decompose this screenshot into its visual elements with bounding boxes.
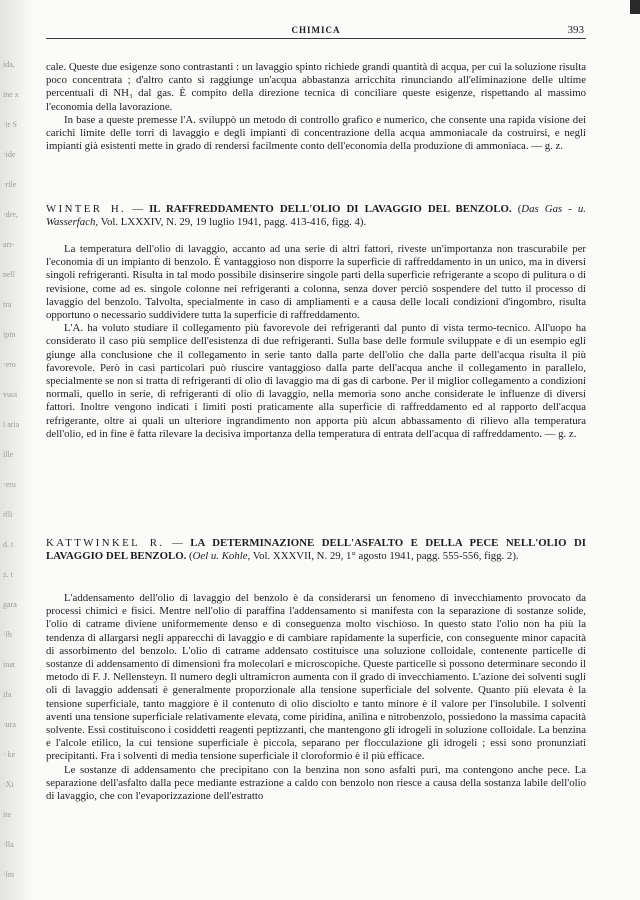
gutter-fragment: ·eru bbox=[3, 480, 16, 489]
entry-source-journal: Das Gas - u. Wasserfach, bbox=[46, 203, 587, 229]
gutter-fragment: nell bbox=[3, 270, 15, 279]
gutter-fragment: i aria bbox=[3, 420, 20, 429]
entry-source-details: Vol. LXXXIV, N. 29, 19 luglio 1941, pagg. 413-416, figg. 4). bbox=[98, 216, 367, 229]
page-number: 393 bbox=[567, 24, 584, 36]
entry-body-winter bbox=[46, 243, 586, 441]
gutter-fragment: ·ura bbox=[3, 720, 16, 729]
gutter-fragment: ·ir S bbox=[3, 120, 17, 129]
running-title: CHIMICA bbox=[291, 25, 341, 35]
entry-source-journal: Oel u. Kohle, bbox=[192, 550, 251, 563]
gutter-fragment: ille bbox=[3, 450, 14, 459]
paragraph: L'A. ha voluto studiare il collegamento più favorevole dei refrigeranti dal punto di vista termo-tecnico. All'uopo ha considerato il caso più semplice dell'esistenza di due refrigeranti. Sulla base delle formule sviluppate e di un esempio egli giunge alla conclusione che il collegamento in serie tanto dalla parte dell'olio che dalla parte dell'acqua risulta il più favorevole. Però in casi particolari può riuscire vantaggioso dalla parte dell'acqua anche il collegamento in parallelo, specialmente se non si tratta di refrigeranti di olio di lavaggio ma di gas di carbone. Per il miglior collegamento a condizioni normali, quello in serie, di refrigeranti di olio di lavaggio, nella memoria sono anche considerate le influenze di diversi fattori. Inoltre vengono indicati i limiti posti praticamente alla superficie di raffreddamento ed al rapporto dell'acqua refrigerante, oltre ai quali un ulteriore ingrandimento non apporta più alcun abbassamento di rilievo alla temperatura dell'olio, ed in fine è fatta rilevare la decisiva importanza della temperatura di entrata dell'acqua di raffreddamento. — g. z. bbox=[46, 322, 586, 440]
gutter-fragment: arr- bbox=[3, 240, 15, 249]
paragraph: In base a queste premesse l'A. sviluppò un metodo di controllo grafico e numerico, che consente una rapida visione dei carichi limite delle torri di lavaggio e degli impianti di concentrazione della acqua ammoniacale da costruirsi, e negli impianti già esistenti mette in grado di rendersi facilmente conto dell'economia della produzione di ammoniaca. — g. z. bbox=[46, 113, 586, 153]
paragraph: L'addensamento dell'olio di lavaggio del benzolo è da considerarsi un fenomeno di invecchiamento provocato da processi chimici e fisici. Mentre nell'olio di paraffina l'addensamento si manifesta con la separazione di sostanze solide, l'olio di catrame diviene uniformemente denso e di conseguenza molto vischioso. In questo stato l'olio non ha più la tendenza di allargarsi negli apparecchi di lavaggio e di cambiare rapidamente la superficie, con conseguente minor capacità di assorbimento del benzolo. L'olio di catrame addensato costituisce una soluzione colloidale, contenente particelle di sostanze di addensamento di dimensioni fra molecolari e microscopiche. Queste particelle si possono determinare secondo il metodo di F. J. Nellensteyn. Il numero degli ultramicron aumenta con il grado di invecchiamento. L'azione dei solventi sugli oli di lavaggio addensati è generalmente proporzionale alla tensione superficiale del solvente. Quanto più elevata è la tensione superficiale, tanto maggiore è il contenuto di olio disciolto e tanto minore è il valore per l'insolubile. I solventi aventi una tensione superficiale relativamente elevata, come piridina, anilina e nitrobenzolo, possiedono la massima capacità solvente. Essi costituiscono i cosiddetti reagenti peptizzanti, che mantengono gli idrogeli in soluzione colloidale. La benzina e l'alcole etilico, la cui tensione superficiale è piccola, separano per flocculazione gli idrogeli ; essi sono pronunziati precipitanti. Fra i solventi di media tensione superficiale il cloroformio è il più efficace. bbox=[46, 592, 586, 763]
entry-author: WINTER H. bbox=[46, 203, 127, 215]
page-corner-edge bbox=[630, 0, 640, 14]
gutter-fragment: · ke bbox=[3, 750, 16, 759]
gutter-fragment: ·lh bbox=[3, 630, 12, 639]
gutter-fragment: ·rile bbox=[3, 180, 17, 189]
continued-text bbox=[46, 61, 586, 153]
gutter-fragment: ·lla bbox=[3, 840, 14, 849]
entry-body-kattwinkel bbox=[46, 592, 586, 803]
gutter-fragment: ·dre, bbox=[3, 210, 18, 219]
gutter-fragment: ifa bbox=[3, 690, 12, 699]
entry-dash: — bbox=[164, 537, 191, 549]
paragraph: La temperatura dell'olio di lavaggio, accanto ad una serie di altri fattori, riveste un'importanza non trascurabile per l'economia di un impianto di benzolo. È vantaggioso non disporre la superficie di raffreddamento in un unico, ma in diversi singoli refrigeranti. Risulta in tal modo possibile disinserire singole parti della superficie refrigerante a scopo di pulitura o di revisione, come ad es. singole colonne nei refrigeranti a colonna, senza dover perciò sospendere del tutto il processo di lavaggio del benzolo. Talvolta, specialmente in caso di ampliamenti e a causa delle locali condizioni d'ingombro, risulta opportuno o necessario suddividere tutta la superficie di raffreddamento. bbox=[46, 243, 586, 322]
entry-heading-kattwinkel bbox=[46, 537, 586, 563]
gutter-fragment: tra bbox=[3, 300, 12, 309]
page-header bbox=[46, 20, 586, 39]
gutter-fragment: vuoi bbox=[3, 390, 18, 399]
entry-author: KATTWINKEL R. bbox=[46, 537, 165, 549]
gutter-fragment: rlli bbox=[3, 510, 13, 519]
gutter-fragment: ite bbox=[3, 810, 11, 819]
gutter-fragment: inat bbox=[3, 660, 15, 669]
paragraph: cale. Queste due esigenze sono contrastanti : un lavaggio spinto richiede grandi quantità di acqua, per cui la soluzione risulta poco concentrata ; d'altro canto si raggiunge un'acqua abbastanza arricchita rinunciando all'eliminazione delle ultime percentuali di NH₃ dal gas. È compito della direzione tecnica di conciliare queste esigenze, rispettando al massimo l'economia della lavorazione. bbox=[46, 61, 586, 113]
gutter-fragment: ipin bbox=[3, 330, 16, 339]
entry-title: IL RAFFREDDAMENTO DELL'OLIO DI LAVAGGIO DEL BENZOLO. bbox=[149, 203, 512, 215]
gutter-fragment: z. t bbox=[3, 570, 13, 579]
gutter-fragment: ·ide bbox=[3, 150, 16, 159]
gutter-fragment: ·lm bbox=[3, 870, 15, 879]
entry-dash: — bbox=[126, 203, 150, 215]
gutter-fragment: gara bbox=[3, 600, 17, 609]
gutter-fragment: ·Xi bbox=[3, 780, 14, 789]
gutter-fragment: ida, bbox=[3, 60, 15, 69]
gutter-fragment: d. t bbox=[3, 540, 14, 549]
entry-source-open: ( bbox=[186, 550, 193, 563]
paragraph: Le sostanze di addensamento che precipitano con la benzina non sono asfalti puri, ma contengono anche pece. La separazione dell'asfalto dalla pece mediante estrazione a caldo con benzolo non riesce a causa della sostanza labile dell'olio di lavaggio, che con l'evaporizzazione dell'estratto bbox=[46, 763, 586, 803]
entry-title: LA DETERMINAZIONE DELL'ASFALTO E DELLA PECE NELL'OLIO DI LAVAGGIO DEL BENZOLO. bbox=[46, 537, 587, 563]
entry-source-open: ( bbox=[511, 203, 522, 215]
entry-heading-winter bbox=[46, 203, 586, 229]
gutter-fragment: ine x bbox=[3, 90, 19, 99]
entry-source-details: Vol. XXXVII, N. 29, 1° agosto 1941, pagg. 555-556, figg. 2). bbox=[250, 550, 519, 563]
gutter-fragment: ·ero bbox=[3, 360, 16, 369]
